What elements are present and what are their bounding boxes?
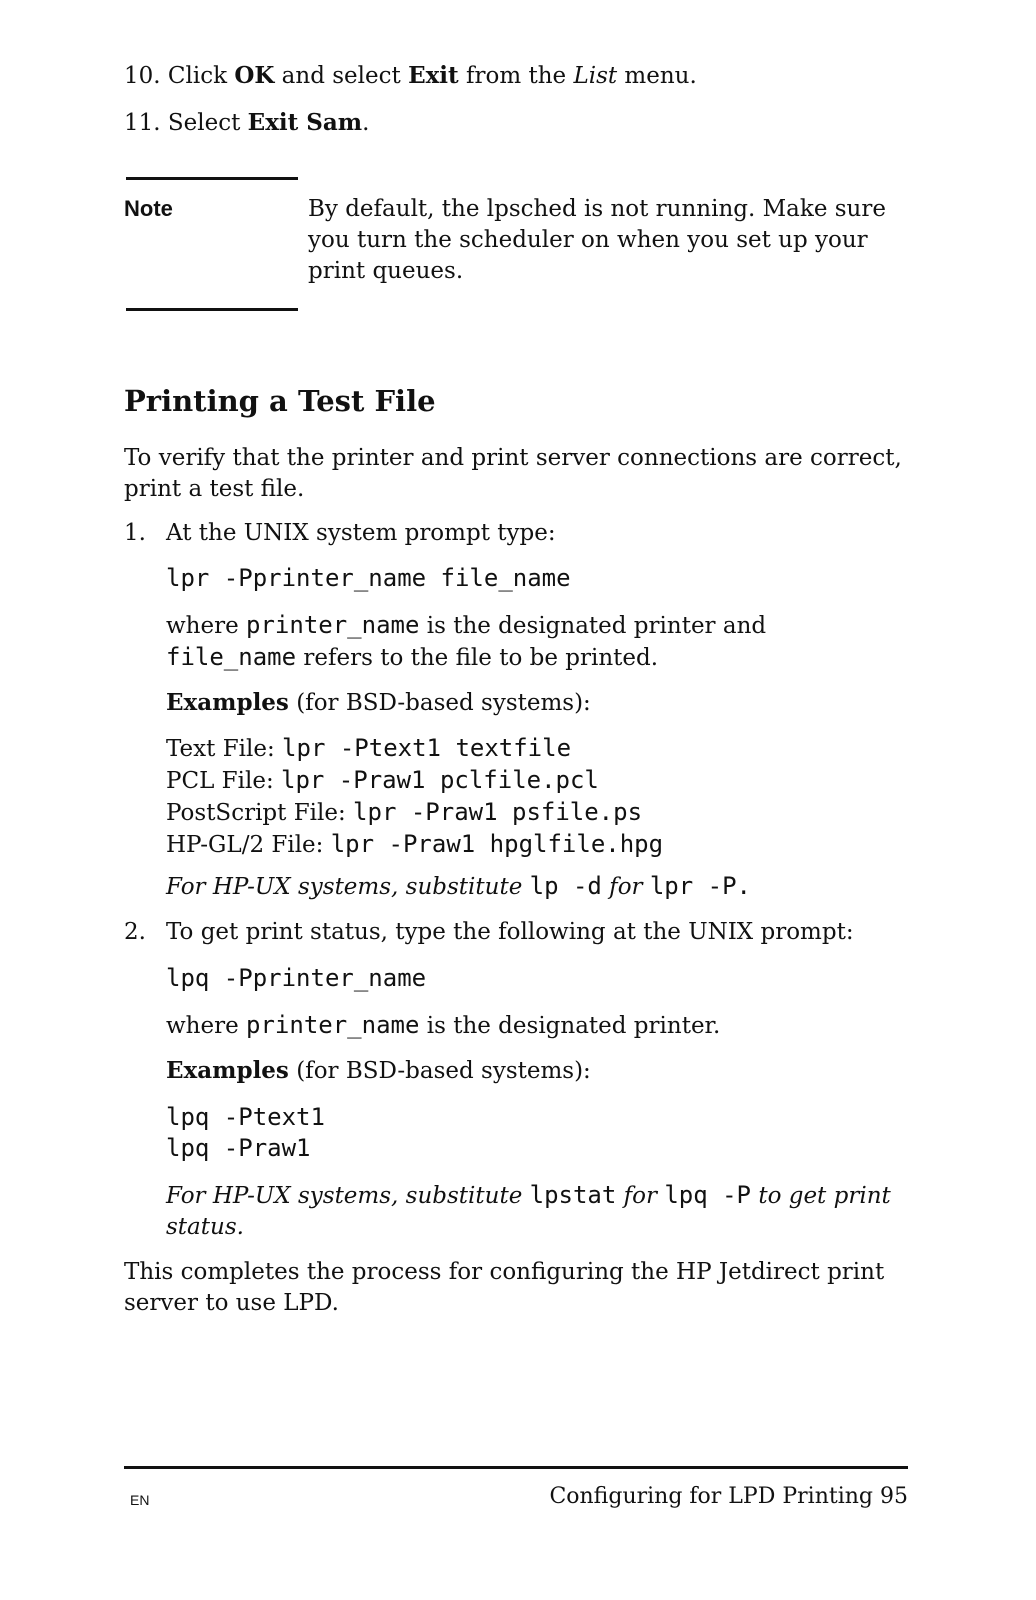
step-1-text: At the UNIX system prompt type: xyxy=(166,520,556,546)
step-number: 11. xyxy=(124,110,161,136)
step-2-hpux-note: For HP-UX systems, substitute lpstat for lpq -P to get print status. xyxy=(166,1181,891,1240)
note-text: By default, the lpsched is not running. Make sure you turn the scheduler on when you set up your print queues. xyxy=(308,196,886,284)
footer-rule xyxy=(124,1466,908,1469)
step-2-examples-heading: Examples (for BSD-based systems): xyxy=(166,1057,591,1084)
intro-paragraph: To verify that the printer and print server connections are correct, print a test file. xyxy=(124,445,902,502)
example-line: lpq -Praw1 xyxy=(166,1134,311,1162)
code-printer-name: printer_name xyxy=(246,611,420,639)
code-file-name: file_name xyxy=(166,643,297,671)
example-line: PostScript File: lpr -Praw1 psfile.ps xyxy=(166,798,643,826)
exit-text: Exit xyxy=(408,62,459,89)
list-menu-text: List xyxy=(573,63,618,89)
exit-sam-text: Exit Sam xyxy=(247,109,363,136)
step-10: 10. Click OK and select Exit from the List menu. xyxy=(124,62,697,89)
example-line: PCL File: lpr -Praw1 pclfile.pcl xyxy=(166,766,599,794)
step-1-where: where printer_name is the designated printer and file_name refers to the file to be printed. xyxy=(166,611,767,671)
step-number: 10. xyxy=(124,63,161,89)
note-bottom-rule xyxy=(126,308,298,311)
step-11: 11. Select Exit Sam. xyxy=(124,109,370,136)
note-label: Note xyxy=(124,196,173,221)
step-1-hpux-note: For HP-UX systems, substitute lp -d for lpr -P. xyxy=(166,872,752,900)
footer-language: EN xyxy=(130,1492,150,1508)
note-top-rule xyxy=(126,177,298,180)
example-line: HP-GL/2 File: lpr -Praw1 hpglfile.hpg xyxy=(166,830,664,858)
ok-text: OK xyxy=(234,62,275,89)
code-printer-name: printer_name xyxy=(246,1011,420,1039)
step-1-examples-heading: Examples (for BSD-based systems): xyxy=(166,689,591,716)
step-1-number: 1. xyxy=(124,520,146,546)
step-1-examples-list xyxy=(166,733,663,861)
step-2-number: 2. xyxy=(124,919,146,945)
step-2-examples-list xyxy=(166,1102,325,1164)
example-line: lpq -Ptext1 xyxy=(166,1103,325,1131)
step-2-where: where printer_name is the designated printer. xyxy=(166,1011,721,1039)
example-line: Text File: lpr -Ptext1 textfile xyxy=(166,734,572,762)
step-2-command: lpq -Pprinter_name xyxy=(166,964,427,992)
step-2-text: To get print status, type the following at the UNIX prompt: xyxy=(166,919,854,945)
footer-page-title: Configuring for LPD Printing 95 xyxy=(549,1484,908,1509)
section-title: Printing a Test File xyxy=(124,384,436,418)
step-1-command: lpr -Pprinter_name file_name xyxy=(166,564,571,592)
closing-paragraph: This completes the process for configuring the HP Jetdirect print server to use LPD. xyxy=(124,1259,885,1316)
